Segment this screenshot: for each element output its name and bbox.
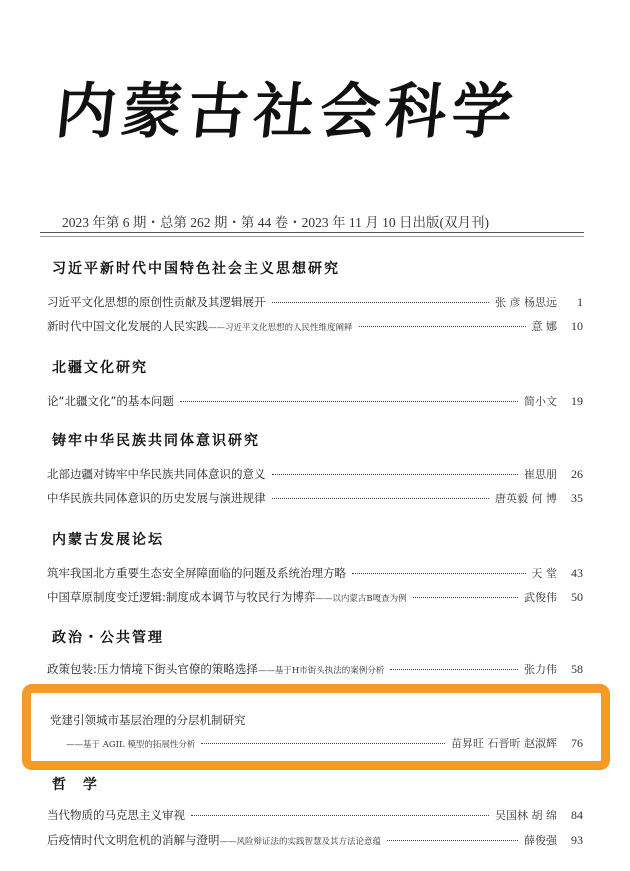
dot-leader [413,597,518,598]
article-authors: 张力伟 [524,663,557,676]
toc-entry[interactable] [47,832,583,850]
article-authors: 意 娜 [531,320,557,333]
page-number: 43 [571,566,583,580]
article-authors: 唐英毅 何 博 [495,492,557,505]
article-title: 中国草原制度变迁逻辑:制度成本调节与牧民行为博弈 [47,590,316,604]
dot-leader [359,326,526,327]
header-rule [40,232,584,233]
page-number: 1 [577,295,583,309]
section-heading: 北疆文化研究 [52,360,148,376]
article-authors: 薛俊强 [524,834,557,847]
page-number: 76 [571,736,583,750]
article-subtitle: ——习近平文化思想的人民性维度阐释 [208,323,353,333]
page-number: 93 [571,833,583,847]
page-number: 84 [571,808,583,822]
section-heading: 哲 学 [52,777,103,793]
article-title: 习近平文化思想的原创性贡献及其逻辑展开 [47,295,266,309]
toc-entry[interactable] [47,294,583,312]
dot-leader [191,815,489,816]
article-subtitle: ——基于 AGIL 模型的拓展性分析 [66,740,196,750]
toc-entry-highlighted[interactable] [66,735,583,753]
dot-leader [272,498,490,499]
toc-entry[interactable] [47,661,583,679]
article-authors: 天 堂 [531,567,557,580]
article-title: 当代物质的马克思主义审视 [47,808,185,822]
article-authors: 张 彦 杨思远 [495,296,557,309]
article-title[interactable]: 党建引领城市基层治理的分层机制研究 [50,713,246,727]
article-authors: 崔思朋 [524,468,557,481]
dot-leader [201,743,445,744]
section-heading: 铸牢中华民族共同体意识研究 [52,433,260,449]
article-subtitle: ——风险辩证法的实践智慧及其方法论意蕴 [219,837,382,847]
page-number: 58 [571,662,583,676]
article-authors: 武俊伟 [524,591,557,604]
toc-entry[interactable] [47,589,583,607]
page-number: 26 [571,467,583,481]
dot-leader [180,401,518,402]
issue-line: 2023 年第 6 期・总第 262 期・第 44 卷・2023 年 11 月 10 日出版(双月刊) [62,215,489,230]
header-rule-secondary [40,236,584,237]
dot-leader [272,302,490,303]
dot-leader [352,573,526,574]
dot-leader [387,840,518,841]
toc-entry[interactable] [47,393,583,411]
article-title: 北部边疆对铸牢中华民族共同体意识的意义 [47,467,266,481]
article-authors: 吴国林 胡 绵 [495,809,557,822]
article-title: 政策包装:压力情境下街头官僚的策略选择 [47,662,258,676]
section-heading: 政治・公共管理 [52,630,164,646]
article-authors: 简小文 [524,395,557,408]
article-title: 论“北疆文化”的基本问题 [47,394,174,408]
article-title: 后疫情时代文明危机的消解与澄明 [47,833,220,847]
page-number: 10 [571,319,583,333]
toc-entry[interactable] [47,807,583,825]
article-subtitle: ——以内蒙古B嘎查为例 [315,594,407,604]
article-authors: 苗昇旺 石晋昕 赵淑辉 [451,737,557,750]
journal-title: 内蒙古社会科学 [52,77,522,147]
article-title: 筑牢我国北方重要生态安全屏障面临的问题及系统治理方略 [47,566,346,580]
page-number: 50 [571,590,583,604]
toc-entry[interactable] [47,466,583,484]
article-subtitle: ——基于H市街头执法的案例分析 [257,666,385,676]
page-number: 35 [571,491,583,505]
toc-entry[interactable] [47,565,583,583]
dot-leader [390,669,518,670]
page-number: 19 [571,394,583,408]
dot-leader [272,474,519,475]
article-title: 中华民族共同体意识的历史发展与演进规律 [47,491,266,505]
section-heading: 内蒙古发展论坛 [52,532,164,548]
article-title: 新时代中国文化发展的人民实践 [47,319,208,333]
section-heading: 习近平新时代中国特色社会主义思想研究 [52,261,340,277]
toc-entry[interactable] [47,490,583,508]
toc-entry[interactable] [47,318,583,336]
